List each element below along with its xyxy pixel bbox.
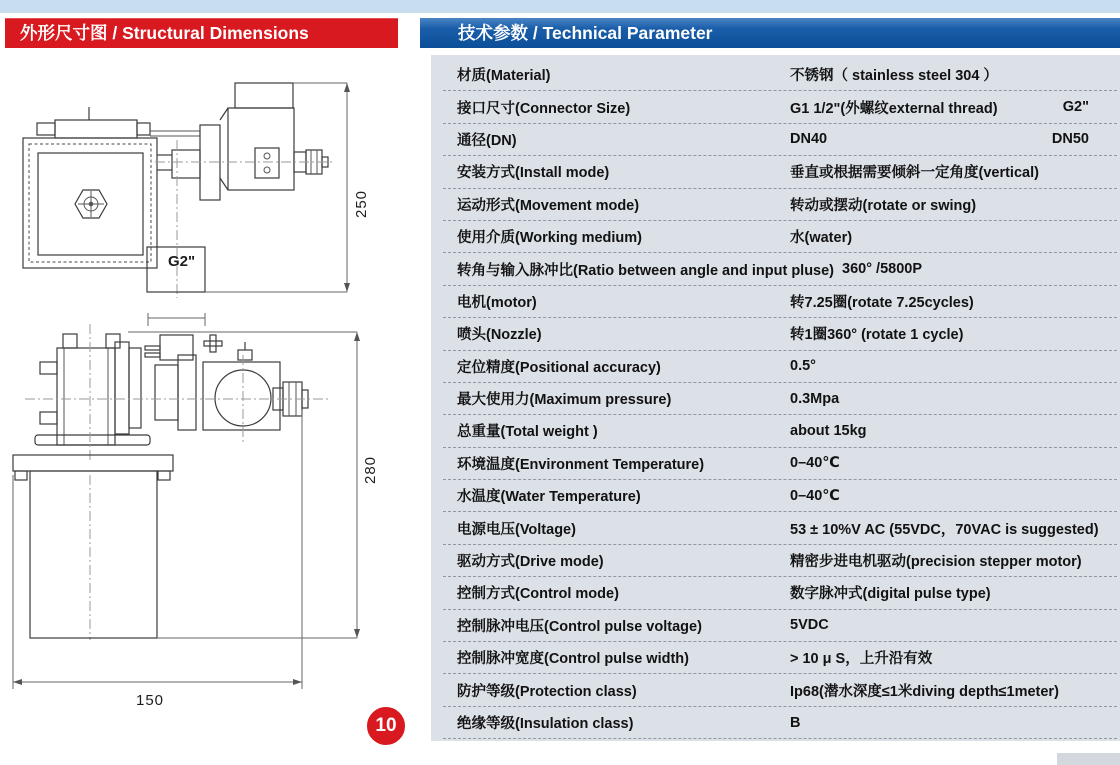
param-label: 控制方式(Control mode) — [457, 586, 619, 603]
param-value: 0.5° — [790, 358, 816, 375]
param-value: 0–40℃ — [790, 455, 840, 472]
param-label: 接口尺寸(Connector Size) — [457, 100, 631, 117]
table-row — [443, 351, 1117, 383]
param-value: 垂直或根据需要倾斜一定角度(vertical) — [790, 165, 1039, 182]
front-view-svg — [0, 310, 430, 720]
param-value: > 10 μ S，上升沿有效 — [790, 651, 933, 668]
param-label: 定位精度(Positional accuracy) — [457, 359, 661, 376]
param-label: 总重量(Total weight ) — [457, 424, 598, 441]
param-label: 材质(Material) — [457, 68, 551, 85]
param-value: 53 ± 10%V AC (55VDC，70VAC is suggested) — [790, 521, 1099, 538]
nozzle-hexagon — [75, 190, 107, 218]
param-value: about 15kg — [790, 422, 867, 439]
table-row — [443, 448, 1117, 480]
page-number: 10 — [375, 715, 397, 736]
table-row — [443, 253, 1117, 285]
section-title-left-text: 外形尺寸图 / Structural Dimensions — [20, 23, 309, 43]
table-row — [443, 91, 1117, 123]
drawing-front-view — [0, 310, 430, 720]
param-value: 转1圈360° (rotate 1 cycle) — [790, 327, 964, 344]
section-title-structural-dimensions — [5, 18, 398, 48]
dimension-150-label: 150 — [135, 692, 165, 709]
table-row — [443, 545, 1117, 577]
param-value: 水(water) — [790, 230, 853, 247]
top-box — [145, 335, 193, 360]
cylinder-body — [30, 471, 157, 638]
pipe-thread-label: G2" — [168, 253, 196, 270]
param-label: 绝缘等级(Insulation class) — [457, 716, 634, 732]
table-row — [443, 221, 1117, 253]
section-title-technical-parameter — [420, 18, 1120, 48]
table-row — [443, 286, 1117, 318]
table-row — [443, 318, 1117, 350]
table-row — [443, 610, 1117, 642]
dimension-280 — [128, 332, 379, 638]
param-value: 5VDC — [790, 617, 829, 634]
param-label: 通径(DN) — [457, 132, 517, 149]
table-row — [443, 415, 1117, 447]
flange-plate-2 — [129, 348, 141, 428]
table-row — [443, 59, 1117, 91]
section-title-right-text: 技术参数 / Technical Parameter — [458, 23, 713, 43]
param-value: 转7.25圈(rotate 7.25cycles) — [790, 294, 974, 311]
param-label: 防护等级(Protection class) — [457, 683, 637, 700]
param-value: 数字脉冲式(digital pulse type) — [790, 586, 991, 603]
dimension-250 — [205, 83, 370, 292]
param-value: 0–40℃ — [790, 487, 840, 504]
table-row — [443, 674, 1117, 706]
dimension-280-label: 280 — [362, 455, 379, 485]
param-value: 360° /5800P — [842, 261, 922, 278]
param-label: 喷头(Nozzle) — [457, 327, 542, 344]
param-label: 驱动方式(Drive mode) — [457, 554, 604, 571]
param-value: 不锈钢（ stainless steel 304 ） — [790, 68, 998, 85]
param-label: 控制脉冲电压(Control pulse voltage) — [457, 618, 702, 635]
table-row — [443, 124, 1117, 156]
tall-flange-plate — [178, 355, 196, 430]
page-number-badge — [365, 705, 407, 747]
param-value: G1 1/2"(外螺纹external thread) — [790, 100, 998, 117]
motor-assembly — [220, 83, 328, 190]
table-row — [443, 156, 1117, 188]
table-row — [443, 707, 1117, 739]
table-row — [443, 189, 1117, 221]
param-value-2: DN50 — [1051, 131, 1089, 148]
connector-block — [172, 150, 200, 178]
bottom-right-fragment — [1057, 751, 1120, 765]
param-label: 使用介质(Working medium) — [457, 230, 643, 247]
flange-plate-1 — [115, 342, 129, 434]
table-row — [443, 642, 1117, 674]
top-view-svg — [0, 60, 430, 310]
param-label: 水温度(Water Temperature) — [457, 489, 641, 506]
param-value: 精密步进电机驱动(precision stepper motor) — [790, 554, 1082, 571]
param-value: B — [790, 714, 801, 731]
mid-connector — [155, 365, 178, 420]
top-mini-dimension — [148, 313, 205, 326]
base-foot-right — [158, 471, 170, 480]
base-plate — [13, 455, 173, 471]
param-label: 转角与输入脉冲比(Ratio between angle and input pluse) — [457, 262, 835, 279]
param-label: 最大使用力(Maximum pressure) — [457, 392, 672, 409]
param-label: 运动形式(Movement mode) — [457, 197, 640, 214]
param-label: 电机(motor) — [457, 294, 537, 311]
housing-bolts — [204, 335, 252, 360]
param-value: Ip68(潜水深度≤1米diving depth≤1meter) — [790, 683, 1059, 700]
param-value: 转动或摆动(rotate or swing) — [790, 197, 977, 214]
table-row — [443, 383, 1117, 415]
technical-parameter-panel — [431, 55, 1120, 741]
top-accent-strip — [0, 0, 1120, 13]
table-row — [443, 480, 1117, 512]
drawing-top-view — [0, 60, 430, 310]
param-label: 环境温度(Environment Temperature) — [457, 456, 705, 473]
param-label: 安装方式(Install mode) — [457, 165, 610, 182]
table-row — [443, 512, 1117, 544]
param-value: DN40 — [790, 131, 828, 148]
param-value: 0.3Mpa — [790, 390, 840, 407]
base-foot-left — [15, 471, 27, 480]
dimension-250-label: 250 — [353, 189, 370, 219]
param-label: 电源电压(Voltage) — [457, 521, 576, 538]
table-row — [443, 577, 1117, 609]
top-bracket — [37, 107, 200, 138]
param-value-2: G2" — [1062, 99, 1089, 116]
param-label: 控制脉冲宽度(Control pulse width) — [457, 651, 689, 668]
